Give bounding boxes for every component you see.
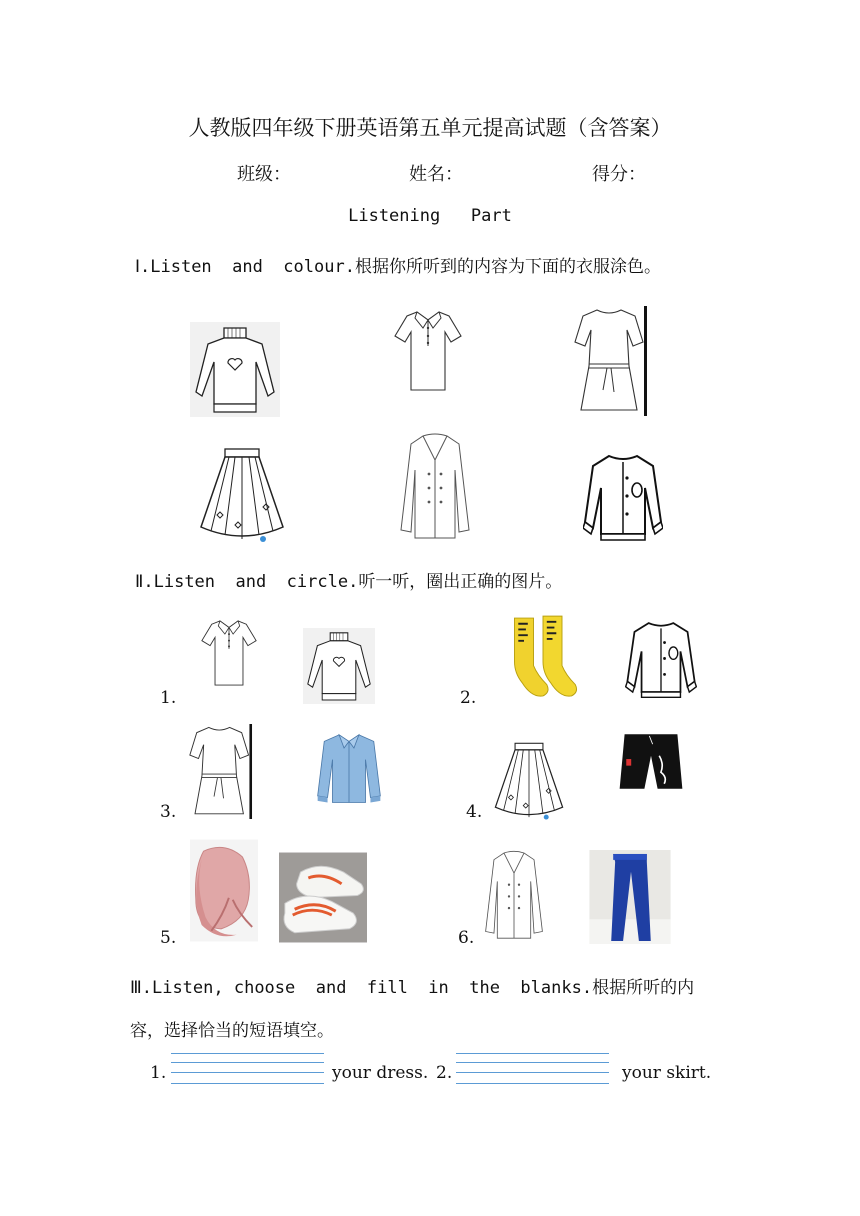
skirt-picture: [197, 445, 287, 545]
section1-chinese: 根据你所听到的内容为下面的衣服涂色。: [354, 257, 661, 277]
section2-chinese: 听一听，圈出正确的图片。: [358, 572, 563, 592]
sweater-picture: [190, 322, 280, 417]
item-number: 4.: [466, 802, 483, 822]
item-number: 3.: [160, 802, 177, 822]
item-number: 1.: [150, 1063, 167, 1083]
answer-blank[interactable]: [171, 1062, 324, 1063]
document-title: 人教版四年级下册英语第五单元提高试题（含答案）: [188, 116, 672, 140]
section3-english: Listen, choose and fill in the blanks.: [151, 978, 593, 998]
jacket-picture[interactable]: [625, 616, 697, 700]
polo-shirt-picture[interactable]: [200, 616, 258, 690]
section2-english: Listen and circle.: [153, 572, 359, 592]
fill-text: your dress.: [332, 1063, 429, 1083]
part-title: Listening Part: [348, 206, 512, 226]
section1-numeral: Ⅰ.: [135, 257, 151, 277]
dress-picture: [573, 306, 648, 416]
answer-blank[interactable]: [456, 1053, 609, 1054]
socks-picture[interactable]: [505, 614, 581, 700]
score-label: 得分：: [592, 164, 646, 185]
answer-blank[interactable]: [171, 1083, 324, 1084]
answer-blank[interactable]: [456, 1072, 609, 1073]
item-number: 6.: [458, 928, 475, 948]
class-label: 班级：: [237, 164, 291, 185]
skirt-picture[interactable]: [490, 740, 568, 822]
section3-chinese: 根据所听的内: [592, 978, 695, 998]
coat-picture[interactable]: [480, 848, 548, 944]
shoes-picture[interactable]: [279, 852, 367, 943]
coat-picture: [395, 430, 475, 545]
section2-numeral: Ⅱ.: [135, 572, 154, 592]
fill-text: your skirt.: [622, 1063, 712, 1083]
shorts-picture[interactable]: [618, 726, 684, 802]
answer-blank[interactable]: [171, 1053, 324, 1054]
section1-english: Listen and colour.: [150, 257, 355, 277]
section3-heading-continued: 容，选择恰当的短语填空。: [130, 1021, 334, 1041]
item-number: 2.: [460, 688, 477, 708]
polo-shirt-picture: [393, 305, 463, 397]
jacket-picture: [583, 448, 663, 543]
section3-numeral: Ⅲ.: [130, 978, 152, 998]
pants-picture[interactable]: [589, 850, 671, 944]
item-number: 2.: [436, 1063, 453, 1083]
dress-picture[interactable]: [188, 724, 253, 819]
shirt-picture[interactable]: [316, 724, 382, 810]
answer-blank[interactable]: [456, 1062, 609, 1063]
hat-picture[interactable]: [190, 838, 258, 943]
answer-blank[interactable]: [456, 1083, 609, 1084]
section2-heading: [135, 567, 562, 592]
item-number: 5.: [160, 928, 177, 948]
sweater-picture[interactable]: [300, 628, 378, 704]
section3-heading: [130, 973, 694, 998]
item-number: 1.: [160, 688, 177, 708]
name-label: 姓名：: [409, 164, 463, 185]
answer-blank[interactable]: [171, 1072, 324, 1073]
section1-heading: [135, 252, 661, 277]
